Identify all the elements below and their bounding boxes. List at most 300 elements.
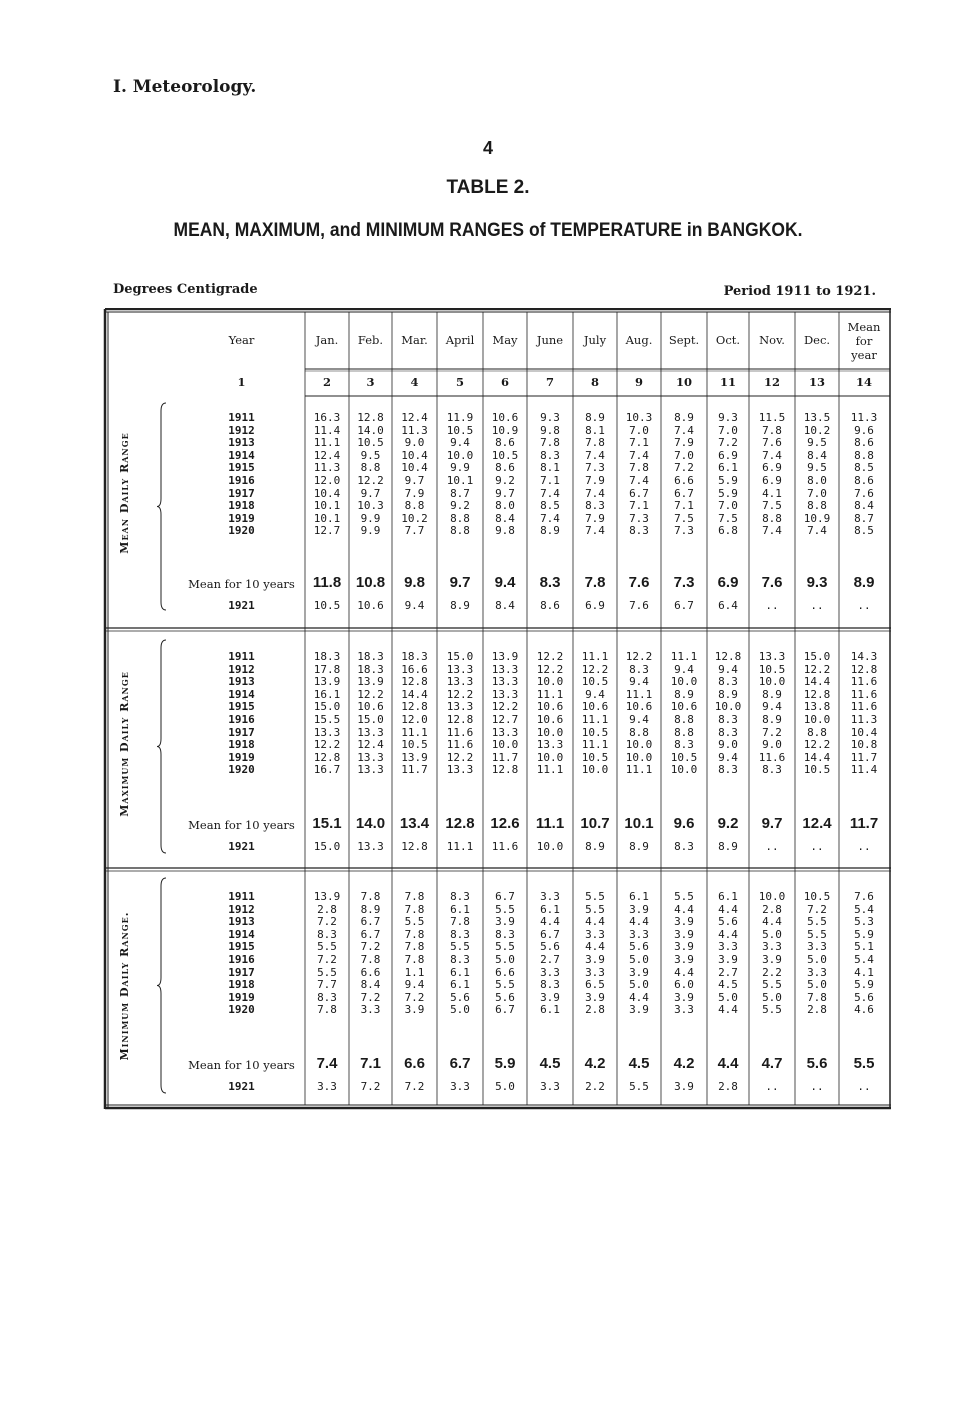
table-cell: 5.5 — [317, 940, 337, 954]
table-cell: 4.5 — [718, 978, 738, 992]
section-side-label: Mean Daily Range — [118, 432, 131, 554]
table-cell: 7.2 — [762, 725, 782, 739]
year-1921-value: 3.9 — [674, 1080, 694, 1093]
table-cell: 15.0 — [357, 713, 384, 726]
table-cell: 7.5 — [762, 499, 782, 513]
section-brace — [157, 640, 166, 853]
table-cell: 7.6 — [854, 890, 874, 903]
table-cell: 11.1 — [581, 650, 609, 663]
table-cell: 6.1 — [540, 902, 560, 916]
table-cell: 14.4 — [401, 687, 428, 701]
year-1921-value: 8.9 — [629, 840, 649, 853]
table-cell: 10.0 — [536, 725, 564, 739]
table-cell: 7.8 — [629, 461, 649, 475]
mean-value: 13.4 — [399, 815, 430, 832]
mean-value: 4.2 — [673, 1055, 695, 1072]
table-cell: 7.8 — [585, 436, 605, 450]
table-cell: 12.7 — [491, 713, 519, 726]
table-cell: 7.4 — [585, 486, 605, 500]
column-header: Mar. — [401, 333, 428, 347]
column-header: Feb. — [357, 333, 384, 347]
table-cell: 5.5 — [762, 978, 782, 992]
table-cell: 6.9 — [762, 461, 782, 475]
table-cell: 10.0 — [536, 750, 564, 764]
table-cell: 8.3 — [629, 662, 649, 676]
section-brace — [157, 878, 166, 1093]
year-1921-value: 3.3 — [450, 1080, 470, 1093]
table-cell: 4.4 — [674, 902, 694, 916]
mean-value: 7.8 — [584, 574, 606, 591]
table-cell: 7.4 — [585, 524, 605, 538]
table-cell: 5.5 — [585, 890, 605, 903]
table-cell: 5.0 — [629, 978, 649, 992]
table-cell: 5.9 — [718, 474, 738, 487]
table-cell: 11.1 — [536, 687, 564, 701]
table-cell: 11.4 — [850, 763, 878, 777]
table-cell: 3.9 — [674, 915, 694, 929]
table-cell: 7.2 — [404, 990, 425, 1004]
table-cell: 10.5 — [491, 448, 519, 462]
table-cell: 12.7 — [313, 524, 341, 538]
table-cell: 5.5 — [495, 940, 515, 954]
column-number: 9 — [634, 375, 643, 389]
table-cell: 8.0 — [495, 499, 515, 513]
mean-label: Mean for 10 years — [188, 1058, 295, 1072]
table-cell: 8.8 — [674, 725, 694, 739]
table-cell: 8.3 — [450, 890, 470, 903]
table-cell: 5.0 — [718, 990, 738, 1004]
year-label: 1911 — [228, 650, 255, 663]
table-cell: 10.4 — [401, 461, 428, 475]
table-cell: 10.3 — [625, 411, 653, 424]
table-cell: 7.8 — [404, 927, 425, 941]
table-cell: 9.7 — [404, 474, 425, 487]
table-cell: 8.3 — [718, 675, 738, 689]
table-cell: 4.4 — [718, 927, 738, 941]
table-cell: 3.9 — [495, 915, 515, 929]
mean-value: 10.1 — [624, 815, 654, 832]
table-cell: 9.4 — [762, 700, 782, 714]
column-number: 11 — [719, 375, 736, 389]
table-cell: 7.0 — [807, 486, 827, 500]
table-cell: 8.3 — [674, 738, 694, 752]
table-cell: 7.8 — [404, 890, 425, 903]
mean-value: 5.9 — [494, 1055, 516, 1072]
year-1921-label: 1921 — [228, 1080, 255, 1093]
year-1921-value: 7.6 — [629, 599, 649, 612]
table-cell: 12.2 — [446, 687, 474, 701]
table-cell: 13.9 — [401, 750, 428, 764]
table-cell: 3.9 — [674, 940, 694, 954]
table-cell: 3.3 — [540, 890, 560, 903]
table-cell: 6.1 — [718, 461, 738, 475]
table-cell: 12.2 — [446, 750, 474, 764]
table-cell: 14.4 — [803, 675, 831, 689]
table-cell: 12.8 — [401, 675, 428, 689]
table-cell: 10.0 — [491, 738, 519, 752]
mean-value: 7.6 — [628, 574, 650, 591]
table-cell: 6.5 — [585, 978, 605, 992]
table-cell: 15.0 — [313, 700, 341, 714]
mean-value: 12.8 — [445, 815, 475, 832]
mean-value: 11.1 — [535, 815, 565, 832]
table-cell: 7.8 — [317, 1003, 337, 1017]
mean-label: Mean for 10 years — [188, 818, 295, 832]
year-1921-value: 10.5 — [313, 599, 341, 612]
table-cell: 5.6 — [450, 990, 470, 1004]
year-1921-value: .. — [765, 1080, 779, 1093]
year-1921-value: 8.9 — [450, 599, 470, 612]
table-cell: 10.6 — [670, 700, 698, 714]
units-label: Degrees Centigrade — [113, 282, 258, 297]
year-label: 1917 — [228, 725, 255, 739]
year-label: 1912 — [228, 423, 255, 437]
table-cell: 15.0 — [446, 650, 474, 663]
table-cell: 6.7 — [495, 1003, 515, 1017]
table-cell: 7.2 — [317, 953, 337, 966]
table-cell: 7.9 — [585, 511, 605, 525]
table-cell: 5.9 — [854, 978, 874, 992]
table-cell: 11.3 — [313, 461, 341, 475]
year-1921-value: .. — [765, 840, 779, 853]
mean-value: 7.1 — [360, 1055, 381, 1072]
table-cell: 7.9 — [585, 474, 605, 487]
table-cell: 9.7 — [495, 486, 515, 500]
column-header: Sept. — [668, 333, 700, 347]
table-cell: 13.8 — [803, 700, 831, 714]
table-cell: 10.0 — [803, 713, 831, 726]
year-1921-value: 6.7 — [674, 599, 694, 612]
table-cell: 5.1 — [854, 940, 874, 954]
table-cell: 13.3 — [446, 675, 474, 689]
table-cell: 7.5 — [718, 511, 738, 525]
table-cell: 11.3 — [401, 423, 428, 437]
table-cell: 8.3 — [718, 763, 738, 777]
year-1921-value: 3.3 — [540, 1080, 560, 1093]
table-cell: 6.1 — [450, 965, 470, 979]
table-cell: 8.3 — [317, 990, 337, 1004]
table-cell: 8.3 — [718, 725, 738, 739]
table-cell: 7.1 — [629, 499, 649, 513]
table-cell: 9.7 — [360, 486, 381, 500]
table-cell: 14.4 — [803, 750, 831, 764]
year-1921-value: 5.5 — [629, 1080, 649, 1093]
table-cell: 6.8 — [718, 524, 738, 538]
table-cell: 9.9 — [450, 461, 470, 475]
table-cell: 5.5 — [807, 915, 827, 929]
table-cell: 10.4 — [850, 725, 878, 739]
year-1921-value: .. — [810, 599, 824, 612]
table-cell: 8.8 — [450, 511, 470, 525]
table-cell: 10.8 — [850, 738, 878, 752]
table-cell: 10.1 — [313, 511, 341, 525]
table-cell: 4.4 — [718, 902, 738, 916]
mean-value: 4.2 — [584, 1055, 606, 1072]
page-number: 4 — [482, 138, 493, 158]
table-cell: 5.5 — [404, 915, 425, 929]
table-cell: 3.9 — [718, 953, 738, 966]
year-1921-value: 10.0 — [536, 840, 564, 853]
mean-value: 7.4 — [316, 1055, 338, 1072]
table-cell: 18.3 — [401, 650, 428, 663]
table-cell: 10.5 — [581, 675, 609, 689]
table-cell: 8.8 — [360, 461, 381, 475]
table-cell: 5.6 — [540, 940, 560, 954]
year-label: 1920 — [228, 524, 255, 538]
table-cell: 13.3 — [357, 750, 384, 764]
table-cell: 8.3 — [629, 524, 649, 538]
table-cell: 13.9 — [491, 650, 519, 663]
table-cell: 8.3 — [317, 927, 337, 941]
column-header: July — [583, 333, 607, 347]
table-cell: 8.9 — [674, 411, 694, 424]
table-cell: 10.0 — [670, 763, 698, 777]
table-cell: 7.9 — [404, 486, 425, 500]
table-cell: 9.4 — [629, 675, 649, 689]
table-cell: 7.0 — [718, 423, 738, 437]
table-cell: 11.3 — [850, 713, 878, 726]
column-number: 2 — [322, 375, 331, 389]
table-cell: 3.3 — [360, 1003, 381, 1017]
table-cell: 3.3 — [807, 965, 827, 979]
table-cell: 17.8 — [313, 662, 341, 676]
table-cell: 4.6 — [854, 1003, 874, 1017]
year-label: 1920 — [228, 763, 255, 777]
year-1921-value: 12.8 — [401, 840, 428, 853]
section-side-label: Minimum Daily Range. — [118, 911, 131, 1061]
table-cell: 5.0 — [450, 1003, 470, 1017]
table-cell: 1.1 — [404, 965, 425, 979]
table-cell: 8.6 — [495, 436, 515, 450]
table-cell: 8.9 — [360, 902, 381, 916]
year-1921-label: 1921 — [228, 599, 255, 612]
table-cell: 11.5 — [758, 411, 786, 424]
table-cell: 12.8 — [491, 763, 519, 777]
year-label: 1912 — [228, 902, 255, 916]
table-cell: 5.5 — [495, 902, 515, 916]
mean-value: 6.6 — [404, 1055, 425, 1072]
table-cell: 12.8 — [357, 411, 384, 424]
mean-value: 8.3 — [539, 574, 561, 591]
section-brace — [157, 403, 166, 610]
mean-value: 9.7 — [761, 815, 783, 832]
table-cell: 6.7 — [629, 486, 649, 500]
year-label: 1918 — [228, 738, 255, 752]
table-cell: 2.7 — [540, 953, 560, 966]
table-cell: 13.3 — [758, 650, 786, 663]
column-number: 6 — [500, 375, 509, 389]
table-cell: 7.8 — [450, 915, 470, 929]
table-cell: 2.8 — [807, 1003, 827, 1017]
column-number: 4 — [410, 375, 419, 389]
table-cell: 13.3 — [491, 687, 519, 701]
table-cell: 12.8 — [850, 662, 878, 676]
table-cell: 7.4 — [629, 474, 649, 487]
table-cell: 9.6 — [854, 423, 874, 437]
table-cell: 3.9 — [674, 990, 694, 1004]
table-cell: 12.8 — [401, 700, 428, 714]
table-cell: 6.7 — [540, 927, 560, 941]
table-cell: 9.0 — [718, 738, 738, 752]
table-cell: 12.2 — [491, 700, 519, 714]
column-header: April — [445, 333, 475, 347]
table-cell: 4.4 — [762, 915, 782, 929]
year-label: 1919 — [228, 750, 255, 764]
mean-value: 4.7 — [761, 1055, 783, 1072]
table-cell: 2.2 — [762, 965, 782, 979]
table-cell: 6.7 — [360, 915, 381, 929]
table-cell: 9.4 — [404, 978, 425, 992]
table-cell: 7.8 — [404, 940, 425, 954]
mean-value: 7.6 — [761, 574, 783, 591]
table-cell: 3.9 — [585, 953, 605, 966]
table-cell: 12.2 — [803, 738, 831, 752]
table-cell: 12.2 — [625, 650, 653, 663]
table-cell: 9.5 — [360, 448, 381, 462]
table-cell: 3.9 — [674, 953, 694, 966]
table-cell: 11.6 — [446, 725, 474, 739]
table-cell: 5.5 — [495, 978, 515, 992]
table-cell: 13.3 — [313, 725, 341, 739]
year-label: 1911 — [228, 890, 255, 903]
table-cell: 5.5 — [762, 1003, 782, 1017]
table-cell: 3.9 — [629, 965, 649, 979]
table-cell: 13.3 — [491, 675, 519, 689]
table-cell: 5.6 — [854, 990, 874, 1004]
table-cell: 3.3 — [540, 965, 560, 979]
table-cell: 10.0 — [446, 448, 474, 462]
table-cell: 16.7 — [313, 763, 341, 777]
table-cell: 18.3 — [357, 650, 384, 663]
table-cell: 7.3 — [585, 461, 605, 475]
mean-value: 10.8 — [355, 574, 386, 591]
year-label: 1913 — [228, 436, 255, 450]
mean-label: Mean for 10 years — [188, 577, 295, 591]
table-cell: 6.1 — [629, 890, 649, 903]
year-label: 1915 — [228, 940, 255, 954]
table-cell: 9.4 — [629, 713, 649, 726]
table-cell: 10.3 — [357, 499, 384, 513]
table-cell: 4.4 — [540, 915, 560, 929]
year-label: 1914 — [228, 687, 255, 701]
table-cell: 8.1 — [540, 461, 560, 475]
table-cell: 11.6 — [446, 738, 474, 752]
mean-value: 7.3 — [673, 574, 695, 591]
table-cell: 8.4 — [807, 448, 827, 462]
table-cell: 10.5 — [803, 763, 831, 777]
mean-value: 9.3 — [806, 574, 828, 591]
year-label: 1915 — [228, 461, 255, 475]
table-cell: 11.7 — [491, 750, 519, 764]
table-cell: 12.4 — [313, 448, 341, 462]
table-cell: 6.6 — [360, 965, 381, 979]
table-cell: 6.7 — [674, 486, 694, 500]
mean-value: 9.8 — [404, 574, 425, 591]
table-cell: 12.2 — [357, 474, 384, 487]
table-cell: 7.8 — [360, 953, 381, 966]
table-cell: 8.3 — [718, 713, 738, 726]
table-cell: 11.7 — [850, 750, 878, 764]
table-cell: 7.4 — [762, 448, 782, 462]
year-label: 1914 — [228, 448, 255, 462]
year-1921-value: 6.4 — [718, 599, 738, 612]
table-cell: 9.4 — [450, 436, 470, 450]
table-cell: 10.0 — [758, 675, 786, 689]
table-cell: 3.9 — [404, 1003, 425, 1017]
table-cell: 8.3 — [450, 953, 470, 966]
table-cell: 8.4 — [495, 511, 515, 525]
mean-value: 14.0 — [355, 815, 386, 832]
section-heading: I. Meteorology. — [113, 77, 257, 97]
table-cell: 7.7 — [404, 524, 425, 538]
year-1921-value: 8.9 — [718, 840, 738, 853]
table-cell: 7.2 — [718, 436, 738, 450]
table-cell: 8.9 — [762, 687, 782, 701]
table-cell: 10.0 — [536, 675, 564, 689]
table-cell: 10.6 — [357, 700, 384, 714]
table-cell: 8.5 — [854, 461, 874, 475]
table-cell: 13.3 — [446, 763, 474, 777]
table-cell: 8.9 — [762, 713, 782, 726]
table-cell: 13.9 — [313, 890, 341, 903]
table-cell: 8.0 — [807, 474, 827, 487]
table-cell: 13.3 — [446, 700, 474, 714]
table-cell: 6.1 — [450, 902, 470, 916]
table-cell: 10.0 — [581, 763, 609, 777]
table-cell: 11.6 — [850, 687, 878, 701]
year-1921-value: .. — [857, 599, 871, 612]
table-cell: 7.4 — [540, 486, 560, 500]
table-cell: 5.5 — [807, 927, 827, 941]
table-cell: 5.4 — [854, 902, 874, 916]
mean-value: 9.2 — [717, 815, 739, 832]
table-cell: 3.3 — [807, 940, 827, 954]
table-cell: 7.4 — [540, 511, 560, 525]
table-cell: 5.0 — [807, 978, 827, 992]
year-label: 1913 — [228, 915, 255, 929]
table-cell: 7.7 — [317, 978, 337, 992]
year-label: 1919 — [228, 511, 255, 525]
table-cell: 7.8 — [540, 436, 560, 450]
year-1921-value: 15.0 — [313, 840, 341, 853]
table-cell: 6.7 — [360, 927, 381, 941]
table-cell: 12.2 — [581, 662, 609, 676]
table-cell: 12.8 — [803, 687, 831, 701]
table-cell: 7.0 — [629, 423, 649, 437]
table-cell: 9.4 — [585, 687, 605, 701]
table-cell: 2.8 — [585, 1003, 605, 1017]
column-number: 13 — [808, 375, 825, 389]
table-cell: 6.6 — [674, 474, 694, 487]
table-cell: 8.9 — [540, 524, 560, 538]
column-number: 7 — [545, 375, 554, 389]
table-cell: 11.9 — [446, 411, 474, 424]
table-cell: 10.6 — [581, 700, 609, 714]
table-cell: 3.3 — [585, 965, 605, 979]
table-cell: 18.3 — [313, 650, 341, 663]
table-cell: 10.5 — [401, 738, 428, 752]
table-cell: 11.1 — [536, 763, 564, 777]
mean-value: 9.7 — [449, 574, 471, 591]
table-cell: 13.3 — [491, 725, 519, 739]
table-cell: 16.6 — [401, 662, 428, 676]
table-cell: 6.9 — [718, 448, 738, 462]
mean-value: 6.7 — [449, 1055, 471, 1072]
table-cell: 10.0 — [625, 750, 653, 764]
table-cell: 9.9 — [360, 524, 381, 538]
year-label: 1916 — [228, 953, 255, 966]
table-cell: 9.4 — [718, 662, 738, 676]
